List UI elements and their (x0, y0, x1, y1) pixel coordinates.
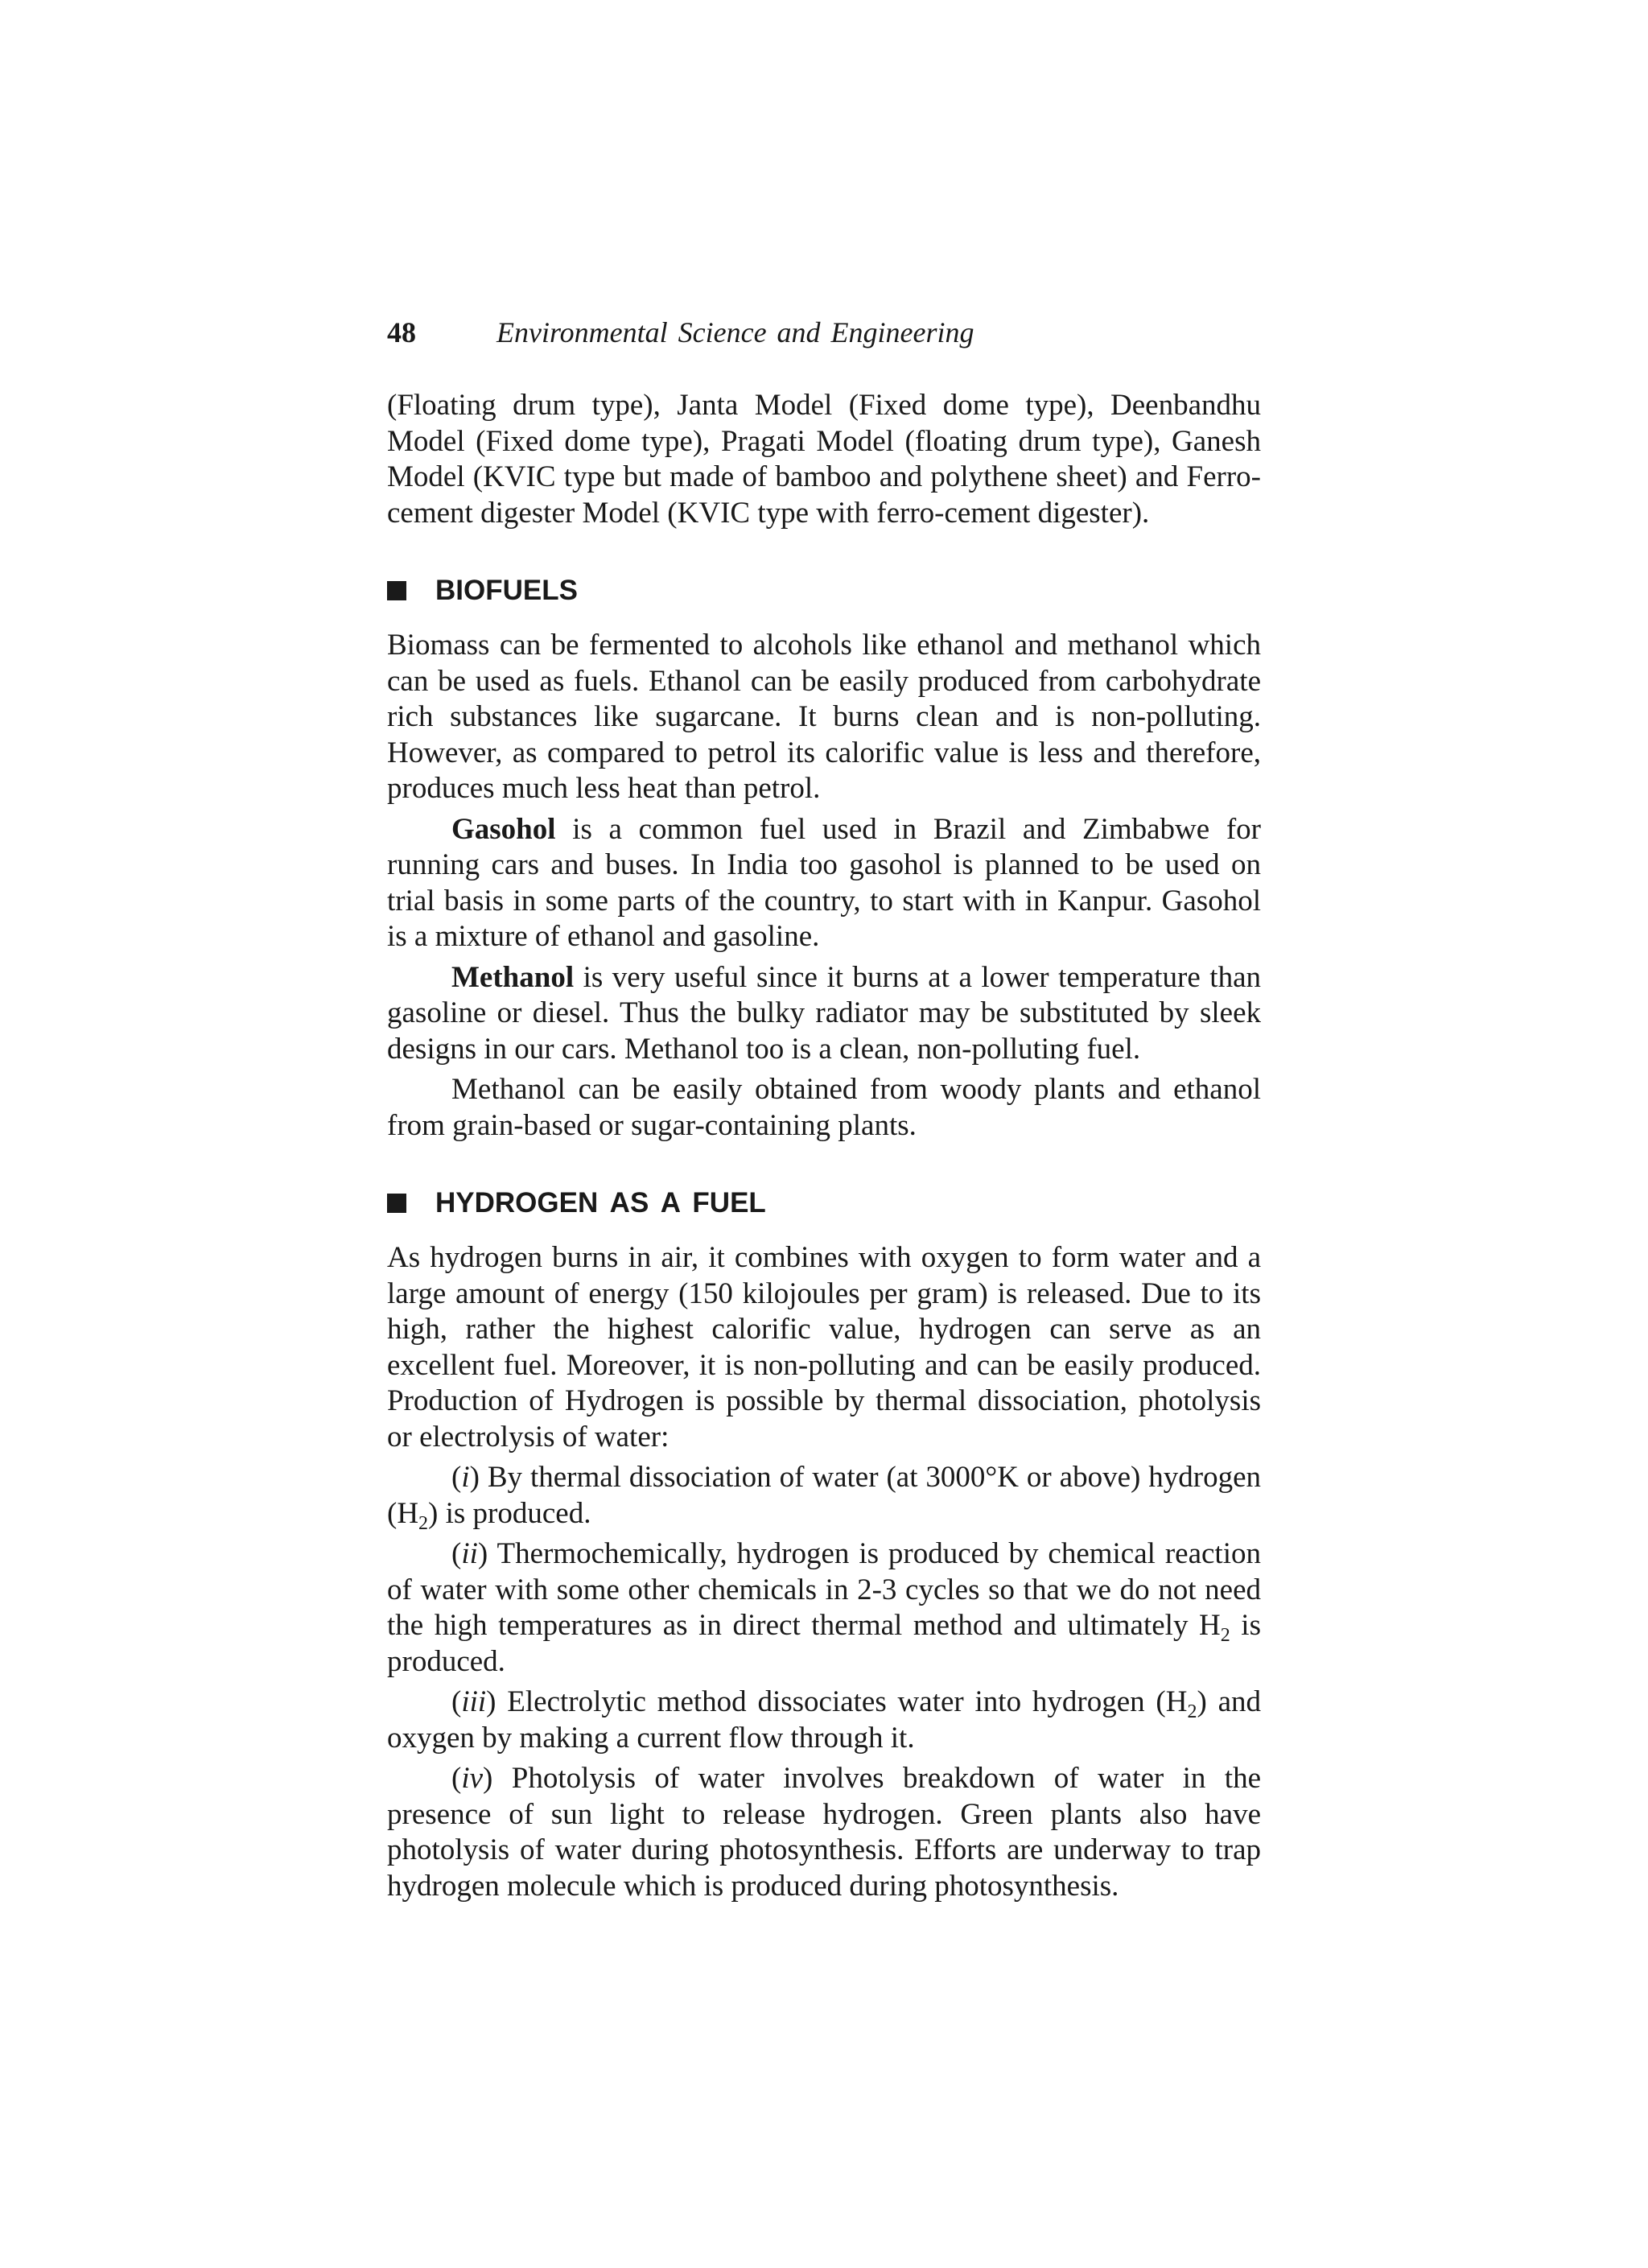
term-methanol: Methanol (451, 960, 575, 994)
item-marker: iii (461, 1685, 487, 1718)
section-heading-hydrogen (387, 1186, 1261, 1221)
item-text: Photolysis of water involves breakdown of water in the presence of sun light to release hydrogen. Green plants also have photolysis of water during photosynthesis. Efforts are underway to trap hydrogen molecule which is produced during photosynthesis. (387, 1762, 1261, 1903)
item-text: ) is produced. (428, 1496, 591, 1530)
item-marker: iv (461, 1762, 484, 1795)
heading-text: HYDROGEN AS A FUEL (435, 1187, 766, 1219)
biofuels-paragraph-1: Biomass can be fermented to alcohols like ethanol and methanol which can be used as fuels. Ethanol can be easily produced from carbohydrate rich substances like sugarcane. It burns clean and is non-polluting. However, as compared to petrol its calorific value is less and therefore, produces much less heat than petrol. (387, 629, 1261, 805)
heading-text: BIOFUELS (435, 575, 578, 606)
item-text: ) and oxygen by making a current flow through it. (387, 1685, 1261, 1755)
item-marker: i (461, 1461, 470, 1494)
running-head (387, 315, 1261, 361)
term-gasohol: Gasohol (451, 812, 556, 846)
hydrogen-paragraph-1: As hydrogen burns in air, it combines with oxygen to form water and a large amount of energy (150 kilojoules per gram) is released. Due to its high, rather the highest calorific value, hydrogen can serve as an excellent fuel. Moreover, it is non-polluting and can be easily produced. Production of Hydrogen is possible by thermal dissociation, photolysis or electrolysis of water: (387, 1241, 1261, 1454)
item-text: By thermal dissociation of water (at 3000°K or above) hydrogen (H (387, 1461, 1261, 1530)
square-bullet-icon (387, 581, 406, 600)
paragraph-text: is very useful since it burns at a lower temperature than gasoline or diesel. Thus the bulky radiator may be substituted by sleek designs in our cars. Methanol too is a clean, non-polluting fuel. (387, 960, 1261, 1066)
square-bullet-icon (387, 1194, 406, 1213)
intro-paragraph: (Floating drum type), Janta Model (Fixed dome type), Deenbandhu Model (Fixed dome type), Pragati Model (floating drum type), Ganesh Model (KVIC type but made of bamboo and polythene sheet) and Ferro-cement digester Model (KVIC type with ferro-cement digester). (387, 389, 1261, 530)
section-heading-biofuels (387, 573, 1261, 608)
item-text: Thermochemically, hydrogen is produced by chemical reaction of water with some other chemicals in 2-3 cycles so that we do not need the high temperatures as in direct thermal method and ultimately H (387, 1537, 1261, 1642)
subscript: 2 (1220, 1625, 1230, 1646)
hydrogen-method-item: (ii) Thermochemically, hydrogen is produced by chemical reaction of water with some other chemicals in 2-3 cycles so that we do not need the high temperatures as in direct thermal method and ultimately $H_2$ is produced. (387, 1537, 1261, 1678)
hydrogen-method-item: (i) By thermal dissociation of water (at 3000°K or above) hydrogen $(H_2)$ is produced. (387, 1461, 1261, 1534)
item-text: is produced. (387, 1609, 1261, 1678)
running-title: Environmental Science and Engineering (496, 316, 974, 348)
subscript: 2 (1187, 1701, 1197, 1722)
hydrogen-method-item: (iv) Photolysis of water involves breakdown of water in the presence of sun light to release hydrogen. Green plants also have photolysis of water during photosynthesis. Efforts are underway to trap hydrogen molecule which is produced during photosynthesis. (387, 1762, 1261, 1903)
biofuels-paragraph-4: Methanol can be easily obtained from woody plants and ethanol from grain-based or sugar-containing plants. (387, 1073, 1261, 1142)
hydrogen-method-item: (iii) Electrolytic method dissociates water into hydrogen $(H_2)$ and oxygen by making a current flow through it. (387, 1685, 1261, 1755)
biofuels-paragraph-methanol (387, 960, 1261, 1068)
item-marker: ii (461, 1537, 478, 1570)
paragraph-text: is a common fuel used in Brazil and Zimbabwe for running cars and buses. In India too gasohol is planned to be used on trial basis in some parts of the country, to start with in Kanpur. Gasohol is a mixture of ethanol and gasoline. (387, 812, 1261, 953)
subscript: 2 (418, 1512, 429, 1534)
book-page (387, 315, 1261, 1904)
item-text: Electrolytic method dissociates water into hydrogen (H (496, 1685, 1188, 1718)
page-number: 48 (387, 316, 416, 348)
biofuels-paragraph-gasohol (387, 812, 1261, 955)
